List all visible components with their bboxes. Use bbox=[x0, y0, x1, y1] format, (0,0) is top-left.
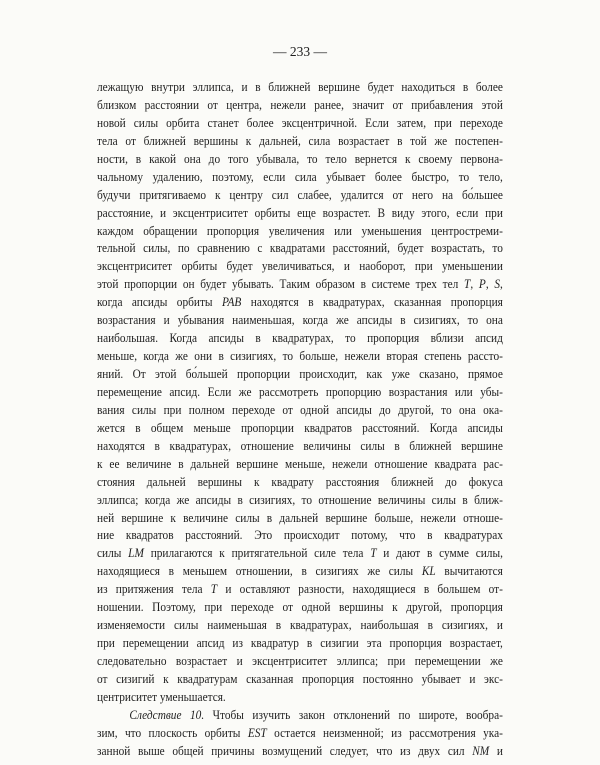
text-run: новой силы орбита станет более эксцентричной. Если затем, при переходе bbox=[97, 115, 503, 130]
text-run: ности, в какой она до того убывала, то тело вернется к своему первона- bbox=[97, 151, 503, 166]
text-run: ношении. Поэтому, при переходе от одной вершины к другой, пропорция bbox=[97, 600, 503, 615]
text-run: находятся в квадратурах, отношение величины силы в ближней вершине bbox=[97, 438, 503, 453]
paragraph bbox=[97, 79, 503, 707]
text-line bbox=[97, 563, 503, 581]
text-line bbox=[97, 635, 503, 653]
text-line bbox=[97, 653, 503, 671]
text-run: возрастания и убывания наименьшая, когда же апсиды в сизигиях, то она bbox=[97, 313, 503, 328]
text-line bbox=[97, 348, 503, 366]
text-line bbox=[97, 258, 503, 276]
text-run: будучи притягиваемо к центру сил слабее, удалится от него на бо́льшее bbox=[97, 187, 503, 202]
text-line bbox=[97, 294, 503, 312]
text-line bbox=[97, 474, 503, 492]
italic-term: P bbox=[478, 277, 486, 292]
text-line bbox=[97, 312, 503, 330]
text-line bbox=[97, 545, 503, 563]
text-run: этой пропорции он будет убывать. Таким образом в системе трех тел bbox=[97, 277, 465, 292]
text-line bbox=[97, 402, 503, 420]
text-run: зим, что плоскость орбиты bbox=[97, 725, 248, 740]
text-run: , bbox=[485, 277, 495, 292]
text-line bbox=[97, 330, 503, 348]
text-run: следовательно возрастает и эксцентриситет эллипса; при перемещении же bbox=[97, 654, 503, 668]
text-run: находящиеся в меньшем отношении, в сизигиях же силы bbox=[97, 564, 422, 579]
page-body-text bbox=[97, 79, 503, 761]
text-line bbox=[97, 581, 503, 599]
text-run: стояния дальней вершины к квадрату расстояния ближней до фокуса bbox=[97, 474, 503, 489]
text-run: яний. От этой бо́льшей пропорции происходит, как уже сказано, прямое bbox=[97, 367, 503, 381]
text-line bbox=[97, 133, 503, 151]
italic-term: T bbox=[370, 546, 377, 561]
text-run: каждом обращении пропорция увеличения или уменьшения центростреми- bbox=[97, 223, 503, 238]
text-line bbox=[97, 438, 503, 456]
text-run: изменяемости силы наименьшая в квадратурах, наибольшая в сизигиях, и bbox=[97, 618, 503, 633]
text-line bbox=[97, 492, 503, 510]
italic-term: EST bbox=[247, 725, 267, 740]
italic-term: S bbox=[494, 277, 501, 292]
text-line bbox=[97, 97, 503, 115]
text-run: и оставляют разности, находящиеся в большем от- bbox=[217, 582, 503, 597]
text-line bbox=[97, 115, 503, 133]
text-line bbox=[97, 510, 503, 528]
text-line bbox=[97, 725, 503, 743]
text-run: эллипса; когда же апсиды в сизигиях, то отношение величины силы в ближ- bbox=[97, 492, 503, 507]
text-line bbox=[97, 671, 503, 689]
text-run: эксцентриситет орбиты будет увеличиваться, и наоборот, при уменьшении bbox=[97, 259, 503, 274]
italic-term: Следствие 10. bbox=[129, 707, 205, 722]
text-run: близком расстоянии от центра, нежели ранее, значит от прибавления этой bbox=[97, 97, 503, 112]
paragraph bbox=[97, 707, 503, 761]
text-run: от сизигий к квадратурам сказанная пропорция постоянно убывает и экс- bbox=[97, 671, 503, 686]
text-run: центриситет уменьшается. bbox=[97, 689, 226, 704]
text-run: вания силы при полном переходе от одной апсиды до другой, то она ока- bbox=[97, 402, 503, 417]
text-run: наибольшая. Когда апсиды в квадратурах, то пропорция вблизи апсид bbox=[97, 331, 503, 346]
text-run: из притяжения тела bbox=[97, 582, 211, 597]
text-line bbox=[97, 151, 503, 169]
text-line bbox=[97, 79, 503, 97]
text-line bbox=[97, 384, 503, 402]
italic-term: PAB bbox=[221, 295, 242, 310]
text-line bbox=[97, 456, 503, 474]
italic-term: KL bbox=[421, 564, 436, 579]
text-run: жется в общем меньше пропорции квадратов расстояний. Когда апсиды bbox=[97, 420, 503, 435]
text-line bbox=[97, 169, 503, 187]
text-line bbox=[97, 276, 503, 294]
text-run: ние квадратов расстояний. Это происходит потому, что в квадратурах bbox=[97, 528, 503, 543]
text-run: , bbox=[500, 277, 503, 292]
text-run: когда апсиды орбиты bbox=[97, 295, 222, 310]
text-run: лежащую внутри эллипса, и в ближней вершине будет находиться в более bbox=[97, 80, 503, 94]
text-run: и дают в сумме силы, bbox=[376, 546, 503, 561]
text-run: , bbox=[470, 277, 479, 292]
text-line bbox=[97, 599, 503, 617]
text-run: расстояние, и эксцентриситет орбиты еще возрастет. В виду этого, если при bbox=[97, 205, 503, 220]
text-run: силы bbox=[97, 546, 129, 561]
text-line bbox=[97, 187, 503, 205]
text-run: остается неизменной; из рассмотрения ука- bbox=[266, 725, 503, 740]
text-line bbox=[97, 223, 503, 241]
text-run: меньше, когда же они в сизигиях, то больше, нежели вторая степень рассто- bbox=[97, 349, 503, 364]
italic-term: T bbox=[464, 277, 471, 292]
text-run: прилагаются к притягательной силе тела bbox=[143, 546, 371, 561]
text-line bbox=[97, 707, 503, 725]
text-run: находятся в квадратурах, сказанная пропорция bbox=[241, 295, 503, 310]
text-line bbox=[97, 420, 503, 438]
text-line bbox=[97, 240, 503, 258]
text-run: перемещение апсид. Если же рассмотреть пропорцию возрастания или убы- bbox=[97, 384, 503, 399]
text-line bbox=[97, 205, 503, 223]
text-run: тельной силы, по сравнению с квадратами расстояний, будет возрастать, то bbox=[97, 241, 503, 256]
italic-term: LM bbox=[128, 546, 144, 561]
text-run: чальному удалению, поэтому, если сила убывает более быстро, то тело, bbox=[97, 169, 503, 184]
text-line bbox=[97, 689, 503, 707]
text-line bbox=[97, 617, 503, 635]
text-run: к ее величине в дальней вершине меньше, нежели отношение квадрата рас- bbox=[97, 456, 503, 471]
text-run: при перемещении апсид из квадратур в сизигии эта пропорция возрастает, bbox=[97, 636, 503, 651]
text-run: Чтобы изучить закон отклонений по широте, вообра- bbox=[204, 707, 503, 722]
text-line bbox=[97, 527, 503, 545]
italic-term: NM bbox=[472, 743, 490, 758]
text-run: и bbox=[489, 743, 503, 758]
text-run: вычитаются bbox=[435, 564, 503, 579]
text-line bbox=[97, 366, 503, 384]
italic-term: T bbox=[210, 582, 218, 597]
text-run: ней вершине к величине силы в дальней вершине больше, нежели отноше- bbox=[97, 510, 503, 525]
text-line bbox=[97, 743, 503, 761]
page-number: — 233 — bbox=[273, 44, 327, 59]
text-run: тела от ближней вершины к дальней, сила возрастает в той же постепен- bbox=[97, 133, 503, 148]
text-run: занной выше общей причины возмущений следует, что из двух сил bbox=[97, 743, 473, 758]
